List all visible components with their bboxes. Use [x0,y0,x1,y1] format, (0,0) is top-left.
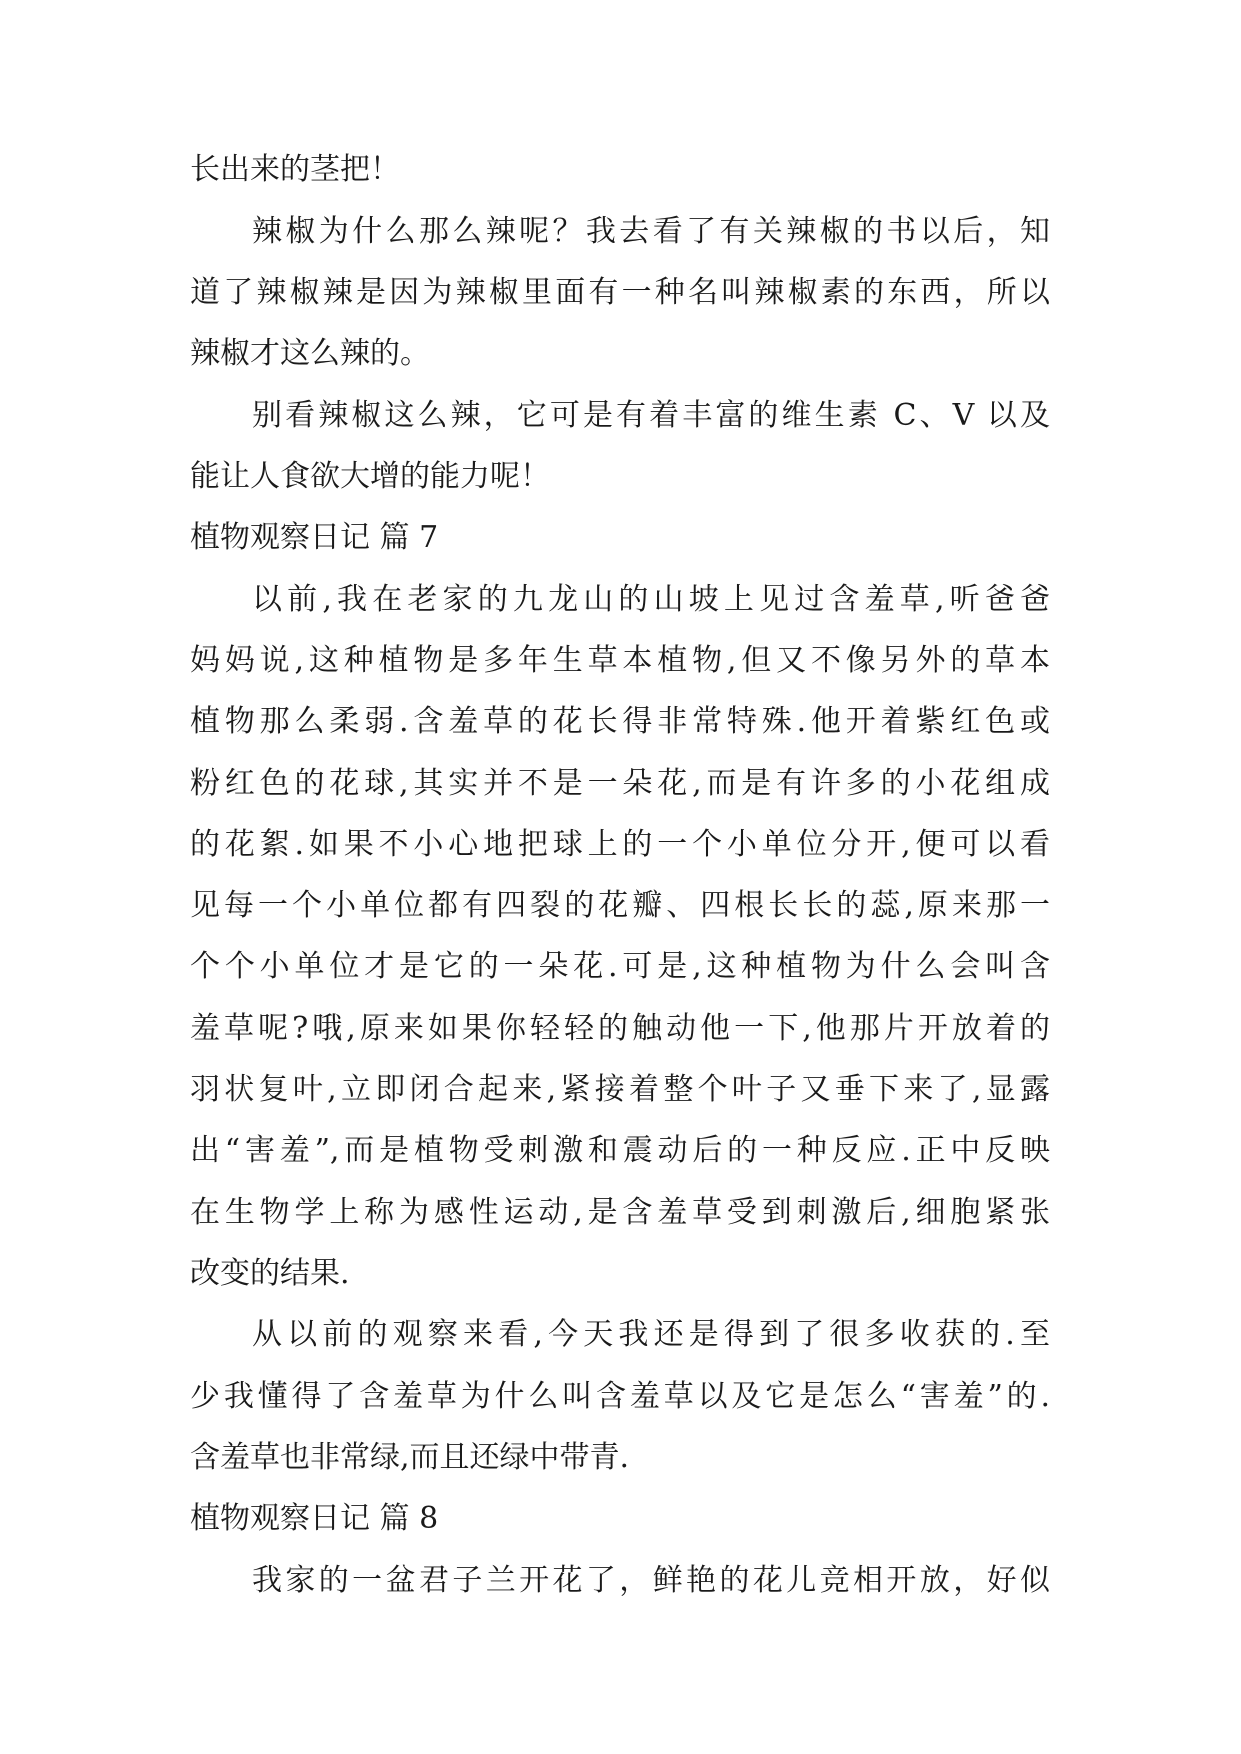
paragraph-line: 个个小单位才是它的一朵花.可是,这种植物为什么会叫含 [190,949,1050,984]
paragraph-line: 在生物学上称为感性运动,是含羞草受到刺激后,细胞紧张 [190,1195,1050,1230]
paragraph-line: 我家的一盆君子兰开花了，鲜艳的花儿竞相开放，好似 [252,1563,1050,1598]
paragraph-line: 辣椒才这么辣的。 [190,336,430,371]
paragraph-line: 别看辣椒这么辣，它可是有着丰富的维生素 C、V 以及 [252,398,1050,433]
paragraph-line: 出“害羞”,而是植物受刺激和震动后的一种反应.正中反映 [190,1133,1050,1168]
paragraph-line: 含羞草也非常绿,而且还绿中带青. [190,1440,630,1475]
section-heading: 植物观察日记 篇 7 [190,520,439,555]
section-heading: 植物观察日记 篇 8 [190,1501,439,1536]
paragraph-line: 改变的结果. [190,1256,350,1291]
paragraph-line: 羽状复叶,立即闭合起来,紧接着整个叶子又垂下来了,显露 [190,1072,1050,1107]
paragraph-line: 辣椒为什么那么辣呢？我去看了有关辣椒的书以后，知 [252,214,1050,249]
paragraph-line: 长出来的茎把！ [190,152,400,187]
paragraph-line: 见每一个小单位都有四裂的花瓣、四根长长的蕊,原来那一 [190,888,1050,923]
paragraph-line: 能让人食欲大增的能力呢！ [190,459,550,494]
paragraph-line: 羞草呢?哦,原来如果你轻轻的触动他一下,他那片开放着的 [190,1011,1050,1046]
paragraph-line: 以前,我在老家的九龙山的山坡上见过含羞草,听爸爸 [252,582,1050,617]
paragraph-line: 妈妈说,这种植物是多年生草本植物,但又不像另外的草本 [190,643,1050,678]
paragraph-line: 从以前的观察来看,今天我还是得到了很多收获的.至 [252,1317,1050,1352]
paragraph-line: 道了辣椒辣是因为辣椒里面有一种名叫辣椒素的东西，所以 [190,275,1050,310]
paragraph-line: 植物那么柔弱.含羞草的花长得非常特殊.他开着紫红色或 [190,704,1050,739]
paragraph-line: 粉红色的花球,其实并不是一朵花,而是有许多的小花组成 [190,766,1050,801]
paragraph-line: 的花絮.如果不小心地把球上的一个小单位分开,便可以看 [190,827,1050,862]
paragraph-line: 少我懂得了含羞草为什么叫含羞草以及它是怎么“害羞”的. [190,1379,1050,1414]
